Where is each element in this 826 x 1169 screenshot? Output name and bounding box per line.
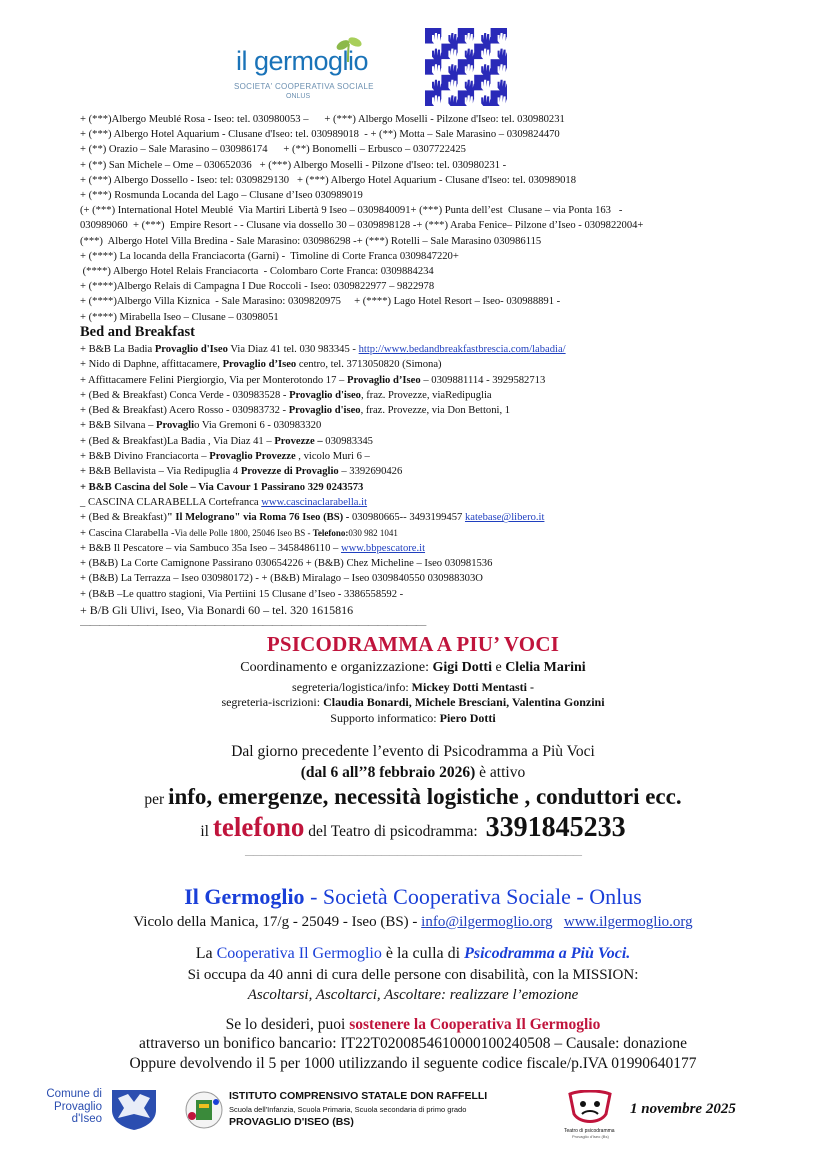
clarabella-link[interactable]: www.cascinaclarabella.it xyxy=(261,496,368,508)
hotel-item: + (****)Albergo Relais di Campagna I Due Roccoli - Iseo: 0309822977 – 9822978 xyxy=(80,281,435,293)
katebase-email-link[interactable]: katebase@libero.it xyxy=(464,512,545,524)
hotel-item: + (**) San Michele – Ome – 030652036 + (***) Albergo Moselli - Pilzone d'Iseo: tel. 030980231 - xyxy=(80,159,507,171)
school-levels: Scuola dell'Infanzia, Scuola Primaria, Scuola secondaria di primo grado xyxy=(229,1105,467,1114)
it-support: Supporto informatico: Piero Dotti xyxy=(330,711,496,725)
document-date: 1 novembre 2025 xyxy=(630,1101,736,1117)
hotel-item: + (***) Albergo Hotel Aquarium - Clusane d'Iseo: tel. 030989018 - + (**) Motta – Sale Marasino – 0309824470 xyxy=(80,129,560,141)
hotel-item: + (***) Albergo Dossello - Iseo: tel: 0309829130 + (***) Albergo Hotel Aquarium - Clusane d'Iseo: tel. 030989018 xyxy=(80,174,577,186)
teatro-logo xyxy=(560,1090,620,1142)
divider: ———————————————————————————————————— xyxy=(80,620,426,632)
divider: —————————————————————————————————————————— xyxy=(245,850,581,860)
list-item: + B&B Silvana – Provaglio Via Gremoni 6 - 030983320 xyxy=(80,420,322,432)
hotel-item: + (****) Mirabella Iseo – Clusane – 03098051 xyxy=(80,311,279,323)
coat-of-arms-icon xyxy=(108,1088,160,1130)
list-item: + Nido di Daphne, affittacamere, Provaglio d’Iseo centro, tel. 3713050820 (Simona) xyxy=(80,359,442,371)
support-line: Se lo desideri, puoi sostenere la Cooperativa Il Germoglio xyxy=(225,1016,601,1033)
list-item: + B&B Il Pescatore – via Sambuco 35a Iseo – 3458486110 – www.bbpescatore.it xyxy=(80,542,426,554)
hotel-item: (+ (***) International Hotel Meublé Via Martiri Libertà 9 Iseo – 0309840091+ (***) Punta dell’est Clusane – via Ponta 163 - xyxy=(80,205,623,217)
secretariat-logistics: segreteria/logistica/info: Mickey Dotti Mentasti - xyxy=(292,680,534,694)
list-item: + (B&B) La Terrazza – Iseo 030980172) - + (B&B) Miralago – Iseo 0309840550 030988303О xyxy=(80,573,483,585)
phone-number[interactable]: 3391845233 xyxy=(485,812,626,843)
list-item: + Affittacamere Felini Piergiorgio, Via per Monterotondo 17 – Provaglio d’Iseo – 0309881114 - 3929582713 xyxy=(80,374,546,386)
hotel-item: + (***)Albergo Meublé Rosa - Iseo: tel. 030980053 – + (***) Albergo Moselli - Pilzone d'Iseo: tel. 030980231 xyxy=(80,114,565,125)
event-title: PSICODRAMMA A PIU’ VOCI xyxy=(266,632,560,656)
coordination-line: Coordinamento e organizzazione: Gigi Dotti e Clelia Marini xyxy=(240,660,586,675)
org-title: Il Germoglio - Società Cooperativa Sociale - Onlus xyxy=(184,884,642,909)
list-item: + Cascina Clarabella -Via delle Polle 1800, 25046 Iseo BS - Telefono:030 982 1041 xyxy=(80,527,398,539)
logo-onlus: ONLUS xyxy=(286,93,311,100)
list-item: + (Bed & Breakfast)La Badia , Via Diaz 41 – Provezze – 030983345 xyxy=(80,435,373,447)
badia-link[interactable]: http://www.bedandbreakfastbrescia.com/labadia/ xyxy=(358,344,566,355)
list-item: + (B&B) La Corte Camignone Passirano 030654226 + (B&B) Chez Micheline – Iseo 030981536 xyxy=(80,558,493,570)
list-item: + B/B Gli Ulivi, Iseo, Via Bonardi 60 – tel. 320 1615816 xyxy=(80,603,354,618)
phone-notice-purpose: per info, emergenze, necessità logistiche , conduttori ecc. xyxy=(144,784,682,809)
org-address: Vicolo della Manica, 17/g - 25049 - Iseo (BS) - info@ilgermoglio.org www.ilgermoglio.org xyxy=(133,914,693,930)
hotel-item: + (****)Albergo Villa Kiznica - Sale Marasino: 0309820975 + (****) Lago Hotel Resort – Iseo- 030988891 - xyxy=(80,296,561,308)
list-item: + (Bed & Breakfast)" Il Melograno" via Roma 76 Iseo (BS) - 030980665-- 3493199457 katebase@libero.it xyxy=(80,512,545,524)
hotel-list xyxy=(80,112,770,325)
logo-wordmark: il germoglio xyxy=(236,46,369,76)
list-item: + (Bed & Breakfast) Acero Rosso - 030983732 - Provaglio d'iseo, fraz. Provezze, via Don Bettoni, 1 xyxy=(80,405,511,417)
hotel-item: + (**) Orazio – Sale Marasino – 030986174 + (**) Bonomelli – Erbusco – 0307722425 xyxy=(80,144,466,156)
bnb-heading: Bed and Breakfast xyxy=(80,324,195,340)
hands-checker-logo xyxy=(425,28,507,106)
list-item: + B&B La Badia Provaglio d'Iseo Via Diaz 41 tel. 030 983345 - http://www.bedandbreakfastbrescia.com/labadia/ xyxy=(80,344,566,355)
bnb-list xyxy=(80,342,770,633)
phone-notice-intro: Dal giorno precedente l’evento di Psicodramma a Più Voci xyxy=(231,743,595,760)
school-town: PROVAGLIO D'ISEO (BS) xyxy=(229,1116,354,1128)
secretariat-registrations: segreteria-iscrizioni: Claudia Bonardi, Michele Bresciani, Valentina Gonzini xyxy=(221,695,605,709)
pescatore-link[interactable]: www.bbpescatore.it xyxy=(340,542,426,554)
bank-transfer-line: attraverso un bonifico bancario: IT22T0200854610000100240508 – Causale: donazione xyxy=(139,1035,687,1052)
school-emblem-icon xyxy=(184,1090,224,1130)
hotel-item: (****) Albergo Hotel Relais Franciacorta - Colombaro Corte Franca: 0309884234 xyxy=(80,266,434,278)
school-name: ISTITUTO COMPRENSIVO STATALE DON RAFFELLI xyxy=(229,1090,488,1102)
theatre-mask-icon xyxy=(560,1090,620,1128)
mission-line: Si occupa da 40 anni di cura delle persone con disabilità, con la MISSION: xyxy=(187,967,639,983)
germoglio-logo xyxy=(228,36,388,106)
cradle-line: La Cooperativa Il Germoglio è la culla di Psicodramma a Più Voci. xyxy=(195,945,631,962)
five-per-mille-line: Oppure devolvendo il 5 per 1000 utilizzando il seguente codice fiscale/p.IVA 01990640177 xyxy=(129,1055,697,1072)
teatro-name: Teatro di psicodramma xyxy=(564,1128,615,1134)
list-item: _ CASCINA CLARABELLA Cortefranca www.cascinaclarabella.it xyxy=(80,496,368,508)
email-link[interactable]: info@ilgermoglio.org xyxy=(421,914,553,930)
hotel-item: 030989060 + (***) Empire Resort - - Clusane via dossello 30 – 0309898128 -+ (***) Araba Fenice– Pilzone d’Iseo - 0309822004+ xyxy=(80,220,644,232)
list-item: + B&B Divino Franciacorta – Provaglio Provezze , vicolo Muri 6 – xyxy=(80,451,370,463)
hotel-item: (***) Albergo Hotel Villa Bredina - Sale Marasino: 030986298 -+ (***) Rotelli – Sale Marasino 030986115 xyxy=(80,235,542,247)
comune-logo: Comune di Provaglio d'Iseo xyxy=(40,1088,165,1132)
teatro-town: Provaglio d'Iseo (Bs) xyxy=(572,1134,609,1139)
list-item: + (Bed & Breakfast) Conca Verde - 030983528 - Provaglio d'iseo, fraz. Provezze, viaRedipuglia xyxy=(80,389,492,401)
website-link[interactable]: www.ilgermoglio.org xyxy=(563,914,693,930)
list-item: + B&B Cascina del Sole – Via Cavour 1 Passirano 329 0243573 xyxy=(80,481,364,493)
phone-number-line: il telefono del Teatro di psicodramma: 3391845233 xyxy=(200,812,626,843)
list-item: + (B&B –Le quattro stagioni, Via Pertiini 15 Clusane d’Iseo - 3386558592 - xyxy=(80,588,404,600)
phone-notice-dates: (dal 6 all’’8 febbraio 2026) è attivo xyxy=(300,764,526,781)
hotel-item: + (****) La locanda della Franciacorta (Garni) - Timoline di Corte Franca 0309847220+ xyxy=(80,250,459,262)
list-item: + B&B Bellavista – Via Redipuglia 4 Provezze di Provaglio – 3392690426 xyxy=(80,466,403,478)
mission-motto: Ascoltarsi, Ascoltarci, Ascoltare: realizzare l’emozione xyxy=(247,987,579,1003)
logo-subtitle: SOCIETA' COOPERATIVA SOCIALE xyxy=(234,82,374,91)
hotel-item: + (***) Rosmunda Locanda del Lago – Clusane d’Iseo 030989019 xyxy=(80,190,363,202)
